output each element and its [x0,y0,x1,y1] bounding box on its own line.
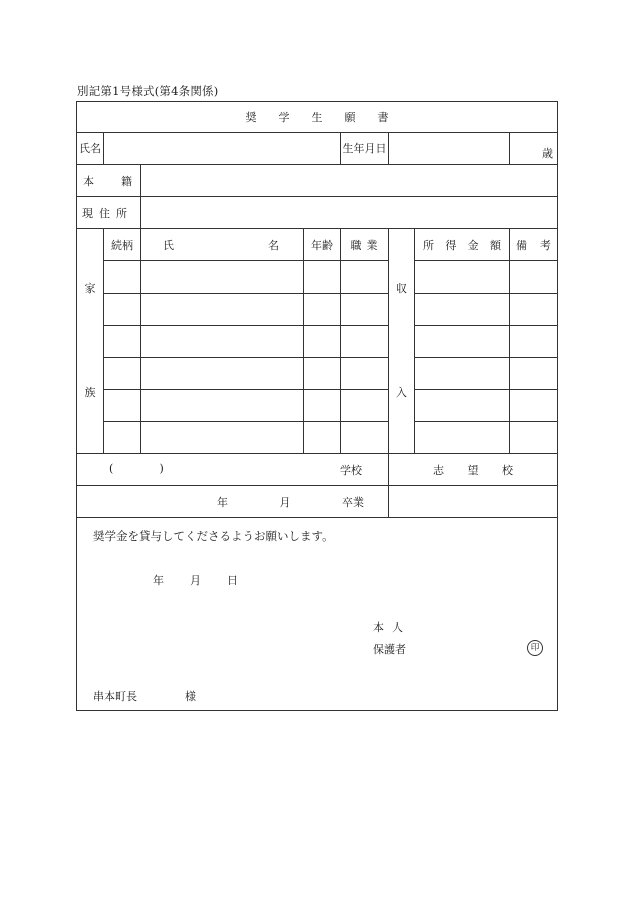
income-cell[interactable] [415,293,510,325]
addressee [93,688,196,704]
age-cell[interactable] [304,325,341,357]
desired-school-label: 志 望 校 [389,454,558,486]
grad-year-unit: 年 [217,495,228,509]
remarks-cell[interactable] [510,421,558,453]
declaration-text: 奨学金を貸与してくださるようお願いします。 [93,529,334,544]
applicant-self-label: 本 人 [373,621,403,635]
relation-cell[interactable] [104,421,141,453]
declaration-block [77,518,558,711]
age-cell[interactable] [304,421,341,453]
relation-cell[interactable] [104,389,141,421]
relation-cell[interactable] [104,357,141,389]
form-title: 奨学生願書 [77,102,558,133]
age-field[interactable] [510,133,558,165]
guardian-label: 保護者 [373,643,406,657]
age-cell[interactable] [304,261,341,293]
graduation-date-field[interactable] [77,486,389,518]
occupation-cell[interactable] [341,389,389,421]
family-name-cell[interactable] [141,325,304,357]
age-cell[interactable] [304,389,341,421]
current-school-field[interactable] [77,454,389,486]
family-row [77,325,558,357]
occupation-header: 職業 [341,229,389,261]
family-side-label: 家 族 [77,229,104,454]
relation-cell[interactable] [104,293,141,325]
occupation-cell[interactable] [341,293,389,325]
family-name-cell[interactable] [141,389,304,421]
income-side-label: 収 入 [389,229,415,454]
applicant-name-field[interactable] [104,133,341,165]
occupation-cell[interactable] [341,421,389,453]
name-label: 氏名 [77,133,104,165]
remarks-header: 備 考 [510,229,558,261]
declaration-date[interactable]: 年 月 日 [153,574,238,588]
desired-school-field[interactable] [389,486,558,518]
family-row [77,389,558,421]
address-field[interactable] [141,197,558,229]
addressee-name: 串本町長 [93,690,137,704]
relation-cell[interactable] [104,261,141,293]
remarks-cell[interactable] [510,293,558,325]
domicile-field[interactable] [141,165,558,197]
family-name-cell[interactable] [141,261,304,293]
age-header: 年齢 [304,229,341,261]
close-paren: ) [159,461,164,475]
open-paren: ( [109,461,114,475]
school-suffix: 学校 [340,463,362,477]
age-cell[interactable] [304,293,341,325]
birthdate-field[interactable] [389,133,510,165]
income-cell[interactable] [415,421,510,453]
remarks-cell[interactable] [510,357,558,389]
occupation-cell[interactable] [341,357,389,389]
relation-header: 続柄 [104,229,141,261]
income-cell[interactable] [415,357,510,389]
family-row [77,357,558,389]
remarks-cell[interactable] [510,325,558,357]
occupation-cell[interactable] [341,325,389,357]
scholarship-application-form [76,101,558,711]
income-amount-header: 所 得 金 額 [415,229,510,261]
family-row [77,261,558,293]
addressee-honorific: 様 [185,690,196,704]
income-cell[interactable] [415,261,510,293]
remarks-cell[interactable] [510,261,558,293]
seal-mark-icon: 印 [527,640,543,656]
income-cell[interactable] [415,325,510,357]
family-row [77,421,558,453]
family-name-cell[interactable] [141,421,304,453]
form-caption: 別記第1号様式(第4条関係) [77,84,219,98]
family-name-header: 氏 名 [141,229,304,261]
income-cell[interactable] [415,389,510,421]
remarks-cell[interactable] [510,389,558,421]
relation-cell[interactable] [104,325,141,357]
address-label: 現住所 [77,197,141,229]
age-cell[interactable] [304,357,341,389]
age-unit: 歳 [542,147,553,161]
family-row [77,293,558,325]
grad-month-unit: 月 [279,495,291,509]
family-name-cell[interactable] [141,357,304,389]
family-name-cell[interactable] [141,293,304,325]
occupation-cell[interactable] [341,261,389,293]
domicile-label: 本 籍 [77,165,141,197]
birthdate-label: 生年月日 [341,133,389,165]
graduation-label: 卒業 [342,495,364,509]
